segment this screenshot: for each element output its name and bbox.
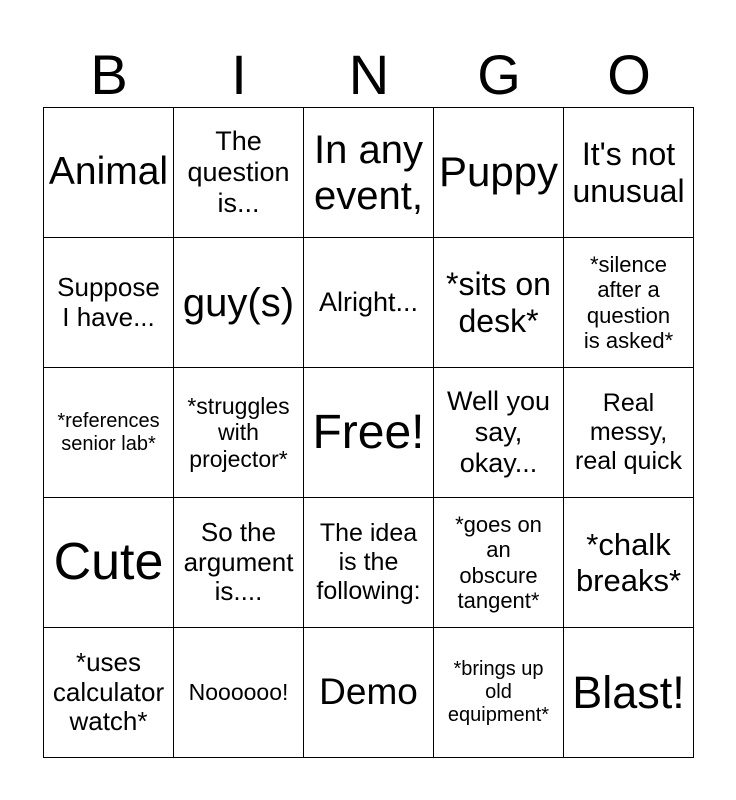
bingo-cell-r1-c2[interactable]: [304, 238, 434, 368]
cell-text: Well you say, okay...: [446, 385, 551, 479]
cell-text: Alright...: [318, 286, 419, 317]
cell-text: *chalk breaks*: [575, 526, 682, 598]
bingo-cell-r1-c3[interactable]: [434, 238, 564, 368]
cell-text: Animal: [48, 150, 169, 194]
bingo-cell-r3-c4[interactable]: [564, 498, 694, 628]
cell-text: The question is...: [187, 125, 290, 219]
bingo-cell-r3-c0[interactable]: [44, 498, 174, 628]
cell-text: Real messy, real quick: [575, 389, 682, 475]
bingo-cell-r2-c3[interactable]: [434, 368, 564, 498]
header-letter-o: O: [607, 43, 651, 106]
bingo-cell-r4-c1[interactable]: [174, 628, 304, 758]
bingo-cell-r0-c4[interactable]: [564, 108, 694, 238]
bingo-cell-r2-c1[interactable]: [174, 368, 304, 498]
bingo-cell-r0-c3[interactable]: [434, 108, 564, 238]
header-letter-g: G: [477, 43, 521, 106]
bingo-cell-r1-c1[interactable]: [174, 238, 304, 368]
bingo-cell-r0-c2[interactable]: [304, 108, 434, 238]
bingo-cell-r2-c4[interactable]: [564, 368, 694, 498]
bingo-cell-r3-c2[interactable]: [304, 498, 434, 628]
bingo-cell-r1-c4[interactable]: [564, 238, 694, 368]
bingo-cell-r2-c2[interactable]: [304, 368, 434, 498]
cell-text: *struggles with projector*: [187, 392, 290, 472]
header-letter-n: N: [348, 43, 390, 106]
cell-text: *references senior lab*: [57, 409, 160, 455]
header-letter-b: B: [90, 43, 128, 106]
bingo-card-grid: [43, 107, 694, 758]
bingo-cell-r3-c3[interactable]: [434, 498, 564, 628]
bingo-cell-r4-c3[interactable]: [434, 628, 564, 758]
cell-text: guy(s): [182, 280, 295, 325]
cell-text: The idea is the following:: [316, 519, 421, 605]
cell-text: *silence after a question is asked*: [583, 251, 674, 353]
bingo-cell-r1-c0[interactable]: [44, 238, 174, 368]
cell-text: Cute: [53, 532, 164, 591]
cell-text: Noooooo!: [188, 679, 289, 706]
header-letter-i: I: [231, 43, 247, 106]
cell-text: It's not unusual: [572, 135, 685, 209]
cell-text: *sits on desk*: [446, 265, 551, 339]
bingo-cell-r3-c1[interactable]: [174, 498, 304, 628]
cell-text: So the argument is....: [183, 516, 294, 607]
cell-text: Puppy: [438, 148, 559, 196]
cell-text: Suppose I have...: [57, 271, 160, 332]
bingo-cell-r4-c0[interactable]: [44, 628, 174, 758]
bingo-cell-r4-c4[interactable]: [564, 628, 694, 758]
bingo-cell-r0-c1[interactable]: [174, 108, 304, 238]
cell-text: Demo: [319, 671, 418, 713]
cell-text: Free!: [312, 405, 425, 459]
cell-text: *goes on an obscure tangent*: [455, 511, 542, 613]
bingo-cell-r0-c0[interactable]: [44, 108, 174, 238]
bingo-cell-r4-c2[interactable]: [304, 628, 434, 758]
bingo-header: [44, 44, 694, 106]
cell-text: Blast!: [572, 666, 685, 718]
cell-text: In any event,: [314, 127, 423, 218]
cell-text: *uses calculator watch*: [52, 646, 165, 737]
bingo-cell-r2-c0[interactable]: [44, 368, 174, 498]
cell-text: *brings up old equipment*: [447, 658, 550, 726]
